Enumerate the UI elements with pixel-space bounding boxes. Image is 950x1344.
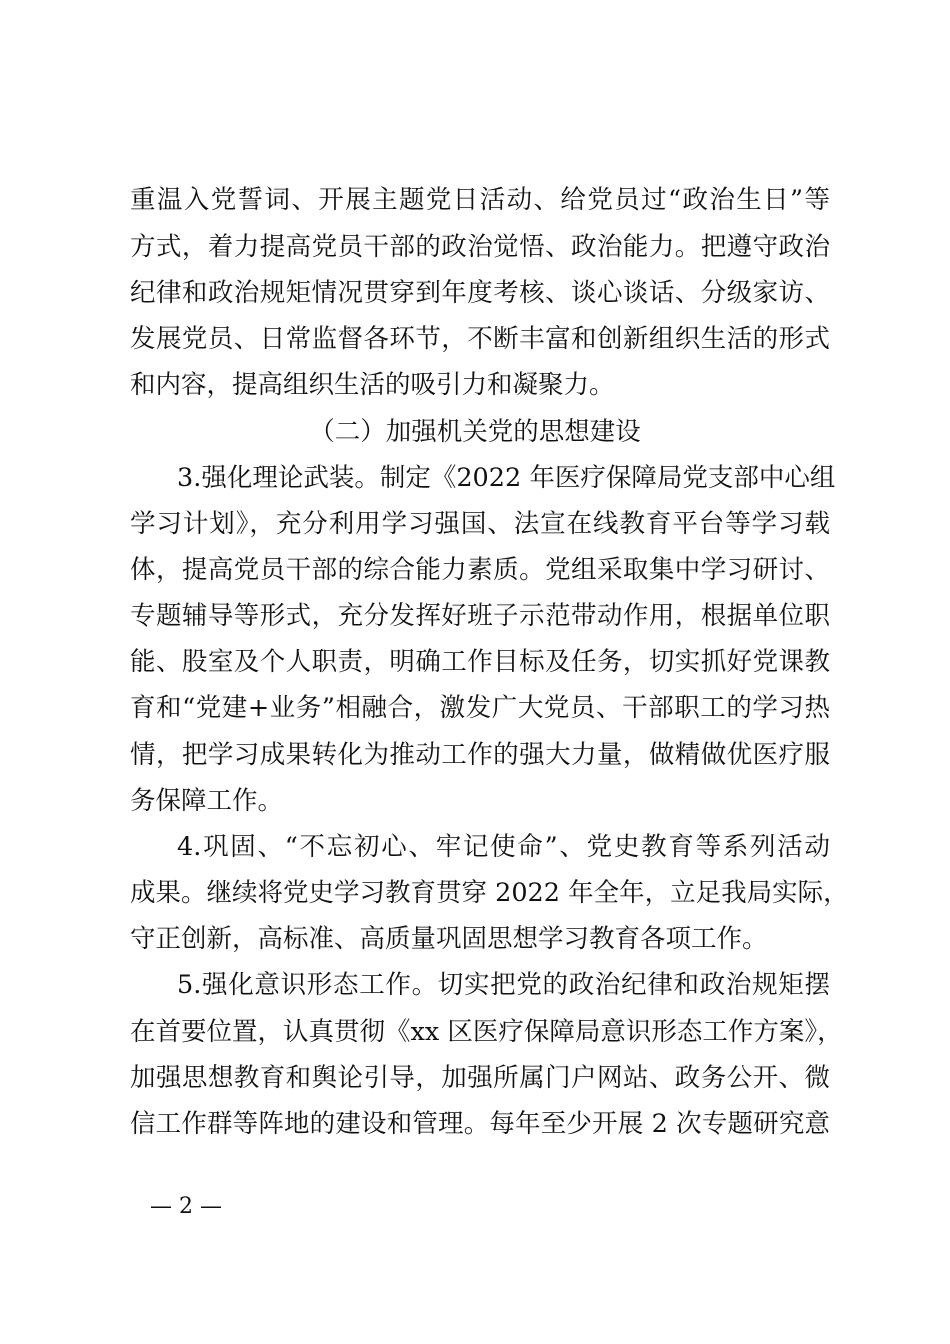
- paragraph-line: 守正创新，高标准、高质量巩固思想学习教育各项工作。: [130, 924, 768, 954]
- paragraph-line: 方式，着力提高党员干部的政治觉悟、政治能力。把遵守政治: [130, 232, 830, 262]
- paragraph-line: 育和“党建+业务”相融合，激发广大党员、干部职工的学习热: [130, 693, 830, 723]
- paragraph-line: 加强思想教育和舆论引导，加强所属门户网站、政务公开、微: [130, 1063, 830, 1093]
- paragraph-line: 发展党员、日常监督各环节，不断丰富和创新组织生活的形式: [130, 324, 830, 354]
- paragraph-line: 务保障工作。: [130, 786, 284, 816]
- paragraph-line: 和内容，提高组织生活的吸引力和凝聚力。: [130, 370, 615, 400]
- section-heading: （二）加强机关党的思想建设: [309, 417, 641, 447]
- page-number: — 2 —: [150, 1194, 222, 1219]
- paragraph-line: 在首要位置，认真贯彻《xx 区医疗保障局意识形态工作方案》，: [130, 1017, 843, 1047]
- paragraph-line: 学习计划》，充分利用学习强国、法宣在线教育平台等学习载: [130, 509, 830, 539]
- paragraph-line: 能、股室及个人职责，明确工作目标及任务，切实抓好党课教: [130, 647, 830, 677]
- paragraph-line: 纪律和政治规矩情况贯穿到年度考核、谈心谈话、分级家访、: [130, 278, 830, 308]
- paragraph-line: 信工作群等阵地的建设和管理。每年至少开展 2 次专题研究意: [130, 1109, 830, 1139]
- paragraph-line: 重温入党誓词、开展主题党日活动、给党员过“政治生日”等: [130, 185, 830, 215]
- paragraph-line: 5.强化意识形态工作。切实把党的政治纪律和政治规矩摆: [177, 970, 830, 1000]
- paragraph-line: 体，提高党员干部的综合能力素质。党组采取集中学习研讨、: [130, 555, 830, 585]
- paragraph-line: 4.巩固、“不忘初心、牢记使命”、党史教育等系列活动: [177, 832, 830, 862]
- paragraph-line: 专题辅导等形式，充分发挥好班子示范带动作用，根据单位职: [130, 601, 830, 631]
- paragraph-line: 3.强化理论武装。制定《2022 年医疗保障局党支部中心组: [177, 463, 836, 493]
- paragraph-line: 成果。继续将党史学习教育贯穿 2022 年全年，立足我局实际，: [130, 878, 849, 908]
- paragraph-line: 情，把学习成果转化为推动工作的强大力量，做精做优医疗服: [130, 740, 830, 770]
